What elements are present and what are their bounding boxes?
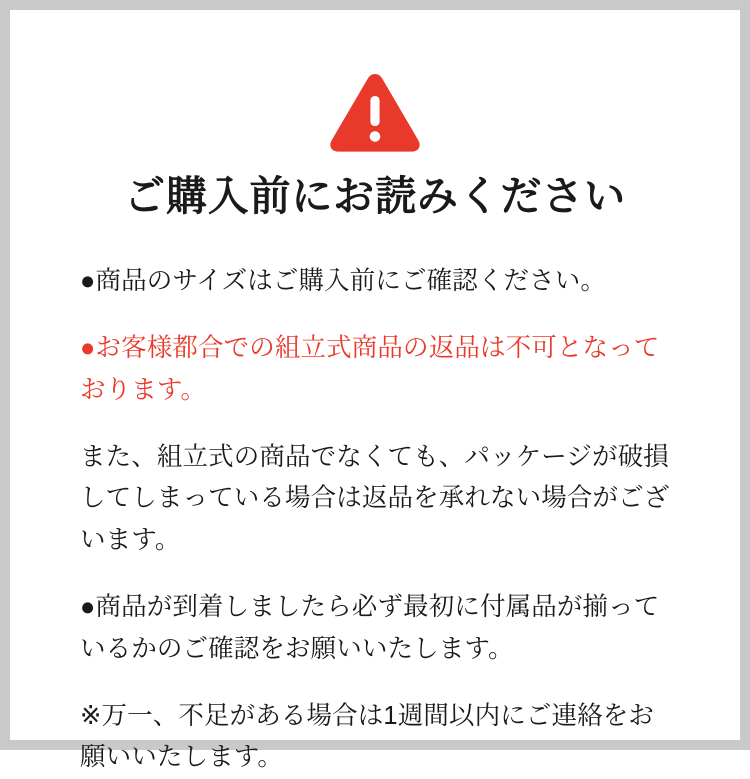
warning-icon-container — [62, 70, 688, 154]
page-title: ご購入前にお読みください — [124, 173, 626, 219]
notice-paragraph-list — [62, 261, 688, 779]
notice-paragraph-check-accessories: ●商品が到着しましたら必ず最初に付属品が揃っているかのご確認をお願いいたします。 — [80, 593, 660, 663]
notice-paragraph-no-return-assembly: ●お客様都合での組立式商品の返品は不可となっております。 — [80, 334, 660, 404]
warning-triangle-icon — [329, 72, 421, 152]
notice-paragraph-size-check: ●商品のサイズはご購入前にご確認ください。 — [80, 267, 607, 296]
notice-paragraph-contact-within-week: ※万一、不足がある場合は1週間以内にご連絡をお願いいたします。 — [80, 701, 654, 772]
notice-paragraph-damaged-package: また、組立式の商品でなくても、パッケージが破損してしまっている場合は返品を承れない場合がございます。 — [80, 442, 670, 554]
notice-content — [10, 10, 740, 772]
